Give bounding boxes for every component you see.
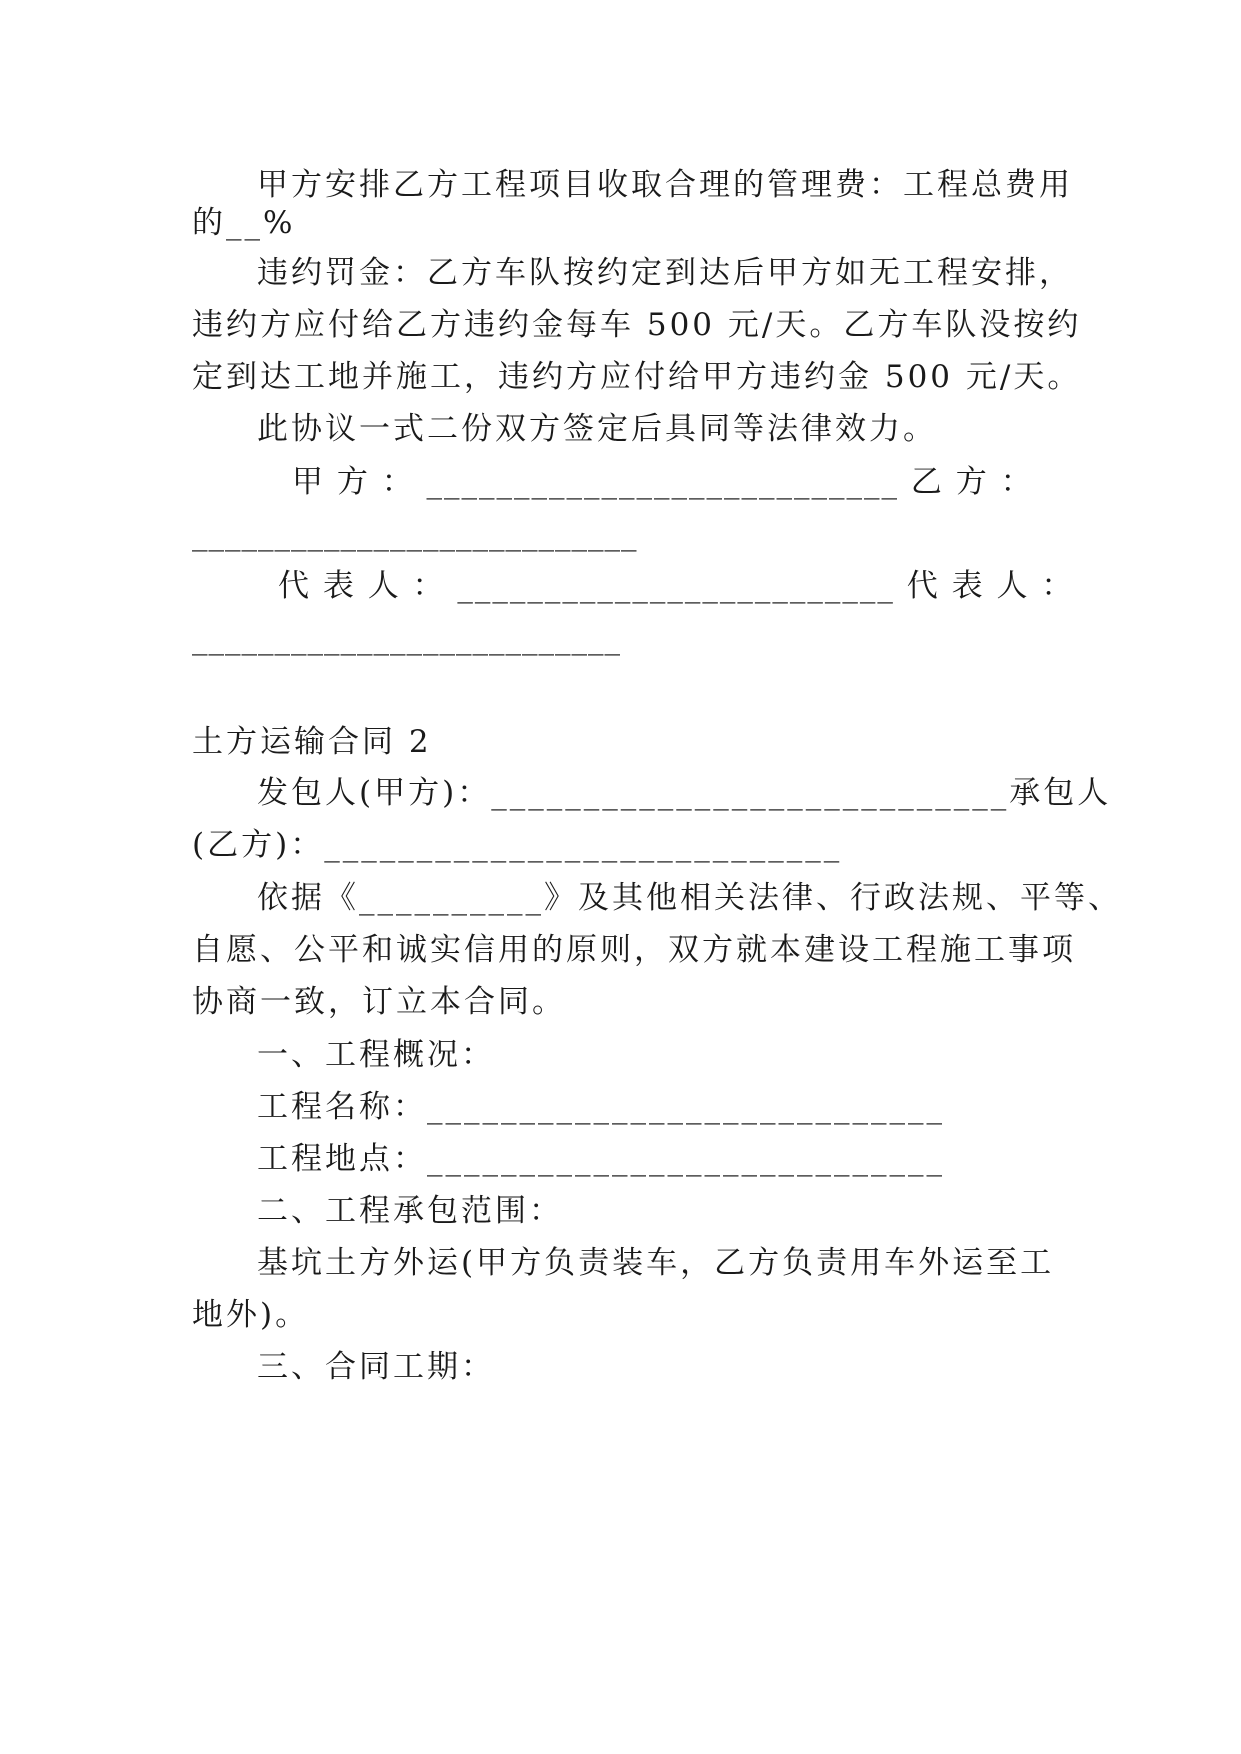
scope-paragraph-cont: 地外)。 bbox=[192, 1297, 310, 1333]
scope-paragraph: 基坑土方外运(甲方负责装车，乙方负责用车外运至工 bbox=[257, 1245, 1055, 1281]
signature-representatives: 代 表 人 ： _________________________ 代 表 人 ： bbox=[278, 568, 1075, 604]
section-3-heading: 三、合同工期： bbox=[257, 1349, 495, 1385]
section-1-heading: 一、工程概况： bbox=[257, 1037, 495, 1073]
project-name-field: 工程名称：____________________________ bbox=[257, 1089, 945, 1125]
paragraph-basis-cont-1: 自愿、公平和诚实信用的原则，双方就本建设工程施工事项 bbox=[192, 932, 1076, 968]
paragraph-basis-cont-2: 协商一致，订立本合同。 bbox=[192, 984, 566, 1020]
contractor-line: 发包人(甲方)：____________________________承包人 bbox=[257, 775, 1112, 811]
signature-representative-blank: __________________________ bbox=[192, 620, 621, 656]
paragraph-penalty: 违约罚金：乙方车队按约定到达后甲方如无工程安排， bbox=[257, 255, 1073, 291]
paragraph-penalty-cont-1: 违约方应付给乙方违约金每车 500 元/天。乙方车队没按约 bbox=[192, 307, 1082, 343]
paragraph-penalty-cont-2: 定到达工地并施工，违约方应付给甲方违约金 500 元/天。 bbox=[192, 359, 1082, 395]
section-2-heading: 二、工程承包范围： bbox=[257, 1193, 563, 1229]
signature-party-a-b: 甲 方 ： ___________________________ 乙 方 ： bbox=[292, 464, 1034, 500]
paragraph-basis: 依据《__________》及其他相关法律、行政法规、平等、 bbox=[257, 880, 1122, 916]
signature-party-b-blank: ___________________________ bbox=[192, 516, 638, 552]
paragraph-management-fee: 甲方安排乙方工程项目收取合理的管理费：工程总费用 bbox=[257, 167, 1073, 203]
paragraph-management-fee-cont: 的__% bbox=[192, 205, 296, 241]
project-location-field: 工程地点：____________________________ bbox=[257, 1141, 945, 1177]
contract-2-title: 土方运输合同 2 bbox=[192, 724, 432, 760]
paragraph-copies: 此协议一式二份双方签定后具同等法律效力。 bbox=[257, 411, 937, 447]
contractor-line-cont: (乙方)：____________________________ bbox=[192, 827, 843, 863]
